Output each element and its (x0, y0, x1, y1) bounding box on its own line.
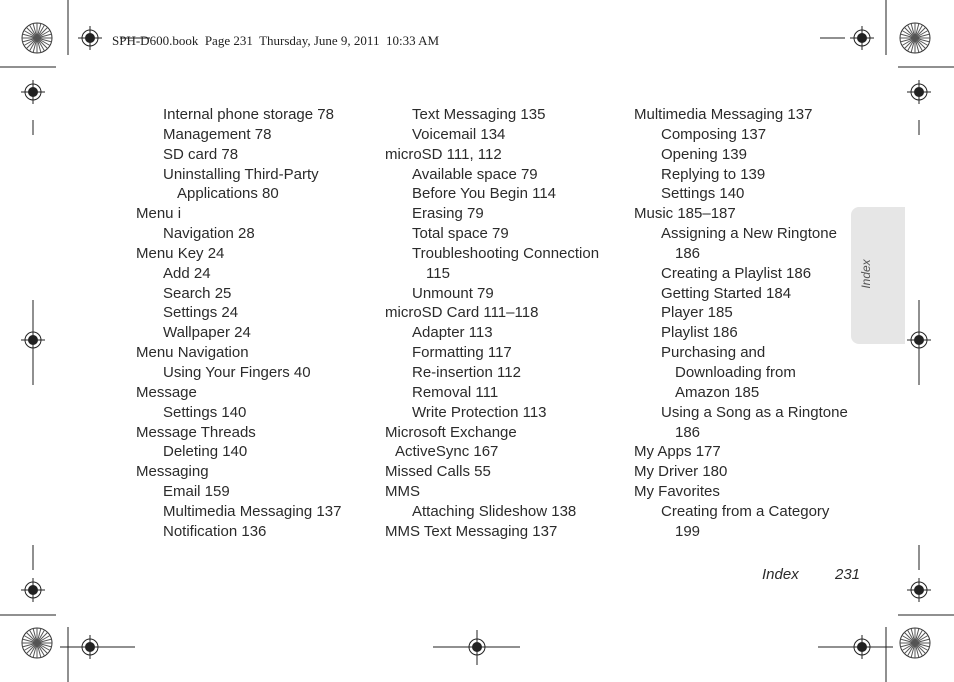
index-subentry: Assigning a New Ringtone (661, 225, 837, 243)
index-entry: MMS Text Messaging 137 (385, 522, 558, 540)
registration-target (907, 578, 931, 602)
index-subentry: Email 159 (163, 483, 230, 501)
registration-target (907, 80, 931, 104)
index-entry: My Apps 177 (634, 443, 721, 461)
starburst-mark (22, 628, 52, 658)
side-tab-label: Index (859, 259, 873, 289)
index-entry: My Favorites (634, 483, 720, 501)
index-subentry: Text Messaging 135 (412, 106, 546, 123)
index-subentry: Multimedia Messaging 137 (163, 502, 342, 520)
index-entry: Message (136, 383, 197, 401)
index-entry: Multimedia Messaging 137 (634, 106, 813, 123)
index-entry: My Driver 180 (634, 463, 728, 481)
index-subentry: Write Protection 113 (412, 403, 547, 421)
index-subentry: Troubleshooting Connection (412, 244, 600, 262)
index-column-3 (634, 105, 848, 542)
index-subentry: SD card 78 (163, 145, 239, 163)
index-entry: microSD 111, 112 (385, 145, 502, 163)
index-subentry: Voicemail 134 (412, 125, 506, 143)
index-subentry: Downloading from (675, 363, 796, 381)
index-subentry: Internal phone storage 78 (163, 106, 334, 123)
index-subentry: Removal 111 (412, 383, 499, 401)
index-subentry: Composing 137 (661, 125, 767, 143)
index-entry: Microsoft Exchange (385, 423, 517, 441)
index-entry: Menu i (136, 205, 182, 223)
index-entry: microSD Card 111–118 (385, 304, 539, 322)
index-column-2 (385, 105, 599, 542)
index-column-1 (136, 105, 341, 542)
registration-target (21, 578, 45, 602)
index-subentry: Purchasing and (661, 344, 766, 362)
page-number: 231 (835, 566, 861, 583)
index-subentry: Deleting 140 (163, 443, 248, 461)
index-subentry: Player 185 (661, 304, 733, 322)
index-subentry: Total space 79 (412, 225, 509, 243)
index-subentry: Creating from a Category (661, 502, 830, 520)
index-subentry: Getting Started 184 (661, 284, 792, 302)
index-entry: Music 185–187 (634, 205, 736, 223)
index-subentry: Using Your Fingers 40 (163, 363, 311, 381)
print-header: SPH-D600.book Page 231 Thursday, June 9, 2011 10:33 AM (112, 33, 440, 48)
index-subentry: Applications 80 (177, 185, 279, 203)
index-subentry: Wallpaper 24 (163, 324, 251, 342)
index-subentry: 186 (675, 423, 701, 441)
index-subentry: Add 24 (163, 264, 211, 282)
index-subentry: 115 (426, 264, 450, 282)
index-subentry: Attaching Slideshow 138 (412, 502, 577, 520)
index-subentry: Replying to 139 (661, 165, 766, 183)
registration-target (78, 26, 102, 50)
index-subentry: Re-insertion 112 (412, 363, 521, 381)
index-subentry: Uninstalling Third-Party (163, 165, 319, 183)
index-subentry: Unmount 79 (412, 284, 494, 302)
index-subentry: Opening 139 (661, 145, 747, 163)
starburst-mark (900, 628, 930, 658)
index-subentry: Creating a Playlist 186 (661, 264, 812, 282)
index-subentry: Navigation 28 (163, 225, 255, 243)
index-subentry: Using a Song as a Ringtone (661, 403, 848, 421)
index-subentry: Amazon 185 (675, 383, 760, 401)
registration-target (21, 80, 45, 104)
registration-target (850, 26, 874, 50)
index-subentry: Available space 79 (412, 165, 538, 183)
index-subentry: Erasing 79 (412, 205, 484, 223)
index-subentry: Adapter 113 (412, 324, 493, 342)
footer-section-label: Index (762, 566, 799, 583)
index-subentry: Settings 140 (661, 185, 745, 203)
index-entry: MMS (385, 483, 420, 501)
index-subentry: Notification 136 (163, 522, 267, 540)
index-entry: Message Threads (136, 423, 256, 441)
index-subentry: Search 25 (163, 284, 232, 302)
starburst-mark (900, 23, 930, 53)
index-subentry: Playlist 186 (661, 324, 738, 342)
index-subentry: 186 (675, 244, 701, 262)
index-subentry: Settings 140 (163, 403, 247, 421)
index-entry: Menu Navigation (136, 344, 249, 362)
index-entry: Missed Calls 55 (385, 463, 491, 481)
index-subentry: ActiveSync 167 (395, 443, 499, 461)
index-subentry: Formatting 117 (412, 344, 512, 362)
index-subentry: Management 78 (163, 125, 272, 143)
index-subentry: 199 (675, 522, 701, 540)
starburst-mark (22, 23, 52, 53)
index-entry: Menu Key 24 (136, 244, 225, 262)
index-entry: Messaging (136, 463, 209, 481)
index-subentry: Settings 24 (163, 304, 239, 322)
index-subentry: Before You Begin 114 (412, 185, 557, 203)
